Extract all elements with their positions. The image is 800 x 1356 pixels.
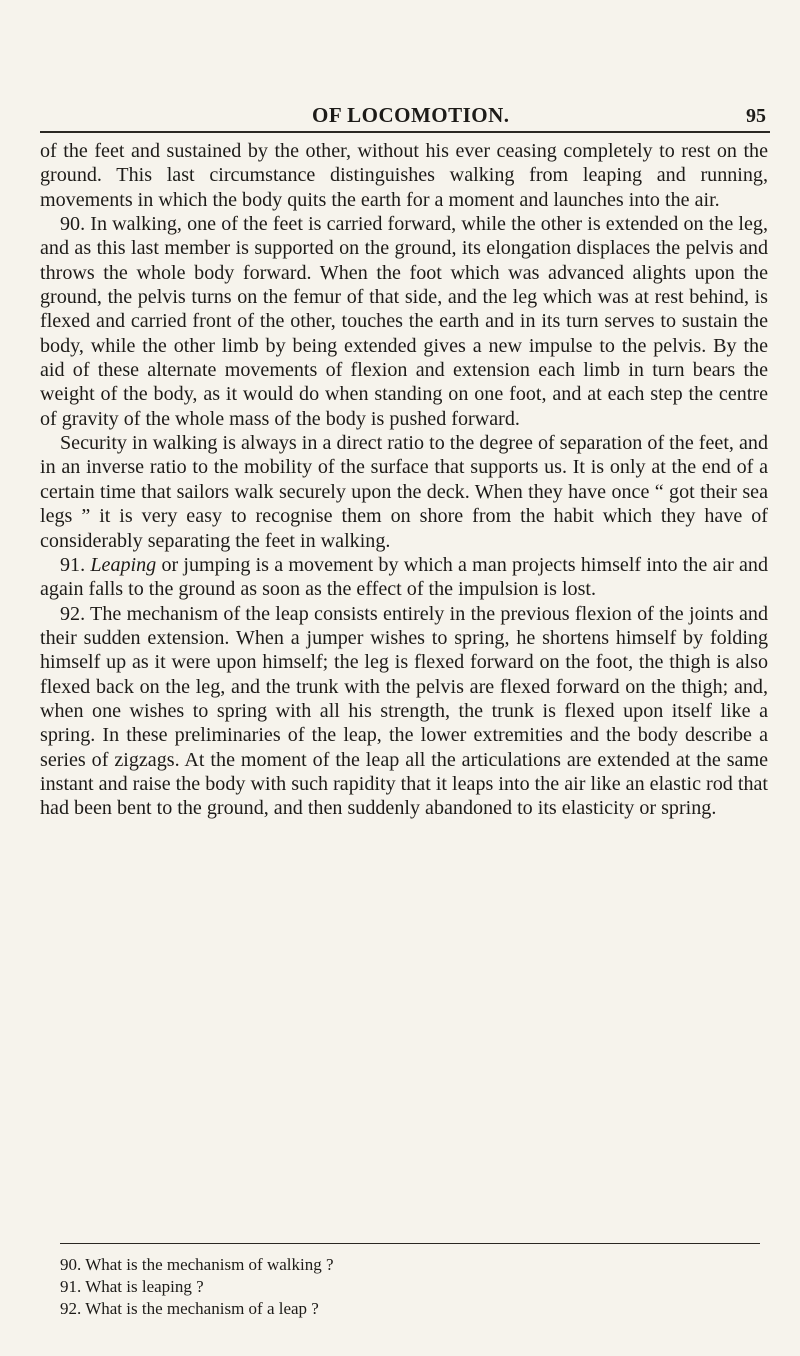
question-item: 92. What is the mechanism of a leap ? (60, 1299, 319, 1318)
paragraph-text: or jumping is a movement by which a man projects himself into the air and again falls to the ground as soon as the effect of the impulsion is lost. (40, 553, 768, 601)
body-text (40, 139, 768, 821)
running-header (40, 103, 770, 133)
question-item: 91. What is leaping ? (60, 1277, 204, 1296)
paragraph-90-walking (40, 212, 768, 431)
paragraph-number: 91. (60, 553, 91, 576)
study-questions (60, 1254, 760, 1320)
paragraph-91-leaping (40, 553, 768, 602)
question-item: 90. What is the mechanism of walking ? (60, 1255, 334, 1274)
running-header-title: OF LOCOMOTION. (312, 103, 510, 127)
questions-rule (60, 1243, 760, 1244)
paragraph-92-mechanism-of-leap (40, 602, 768, 821)
paragraph-text: 90. In walking, one of the feet is carried forward, while the other is extended on the leg, and as this last member is supported on the ground, its elongation displaces the pelvis and throws the whole body forward. When the foot which was advanced alights upon the ground, the pelvis turns on the femur of that side, and the leg which was at rest behind, is flexed and carried front of the other, touches the earth and in its turn serves to sustain the body, while the other limb by being extended gives a new impulse to the pelvis. By the aid of these alternate movements of flexion and extension each limb in turn bears the weight of the body, as it would do when standing on one foot, and at each step the centre of gravity of the whole mass of the body is pushed forward. (40, 213, 768, 430)
paragraph-text: of the feet and sustained by the other, without his ever ceasing completely to rest on the ground. This last circumstance distinguishes walking from leaping and running, movements in which the body quits the earth for a moment and launches into the air. (40, 140, 768, 211)
paragraph-security-in-walking (40, 431, 768, 553)
paragraph-continuation (40, 139, 768, 212)
italic-term: Leaping (90, 553, 157, 576)
paragraph-text: 92. The mechanism of the leap consists entirely in the previous flexion of the joints and their sudden extension. When a jumper wishes to spring, he shortens himself by folding himself up as it were upon himself; the leg is flexed forward on the foot, the thigh is also flexed back on the leg, and the trunk with the pelvis are flexed forward on the thigh; and, when one wishes to spring with all his strength, the trunk is flexed upon itself like a spring. In these preliminaries of the leap, the lower extremities and the body describe a series of zigzags. At the moment of the leap all the articulations are extended at the same instant and raise the body with such rapidity that it leaps into the air like an elastic rod that had been bent to the ground, and then suddenly abandoned to its elasticity or spring. (40, 602, 768, 820)
header-rule (40, 131, 770, 133)
page-number: 95 (746, 105, 766, 127)
paragraph-text: Security in walking is always in a direct ratio to the degree of separation of the feet, and in an inverse ratio to the mobility of the surface that supports us. It is only at the end of a certain time that sailors walk securely upon the deck. When they have once “ got their sea legs ” it is very easy to recognise them on shore from the habit which they have of considerably separating the feet in walking. (40, 432, 768, 552)
